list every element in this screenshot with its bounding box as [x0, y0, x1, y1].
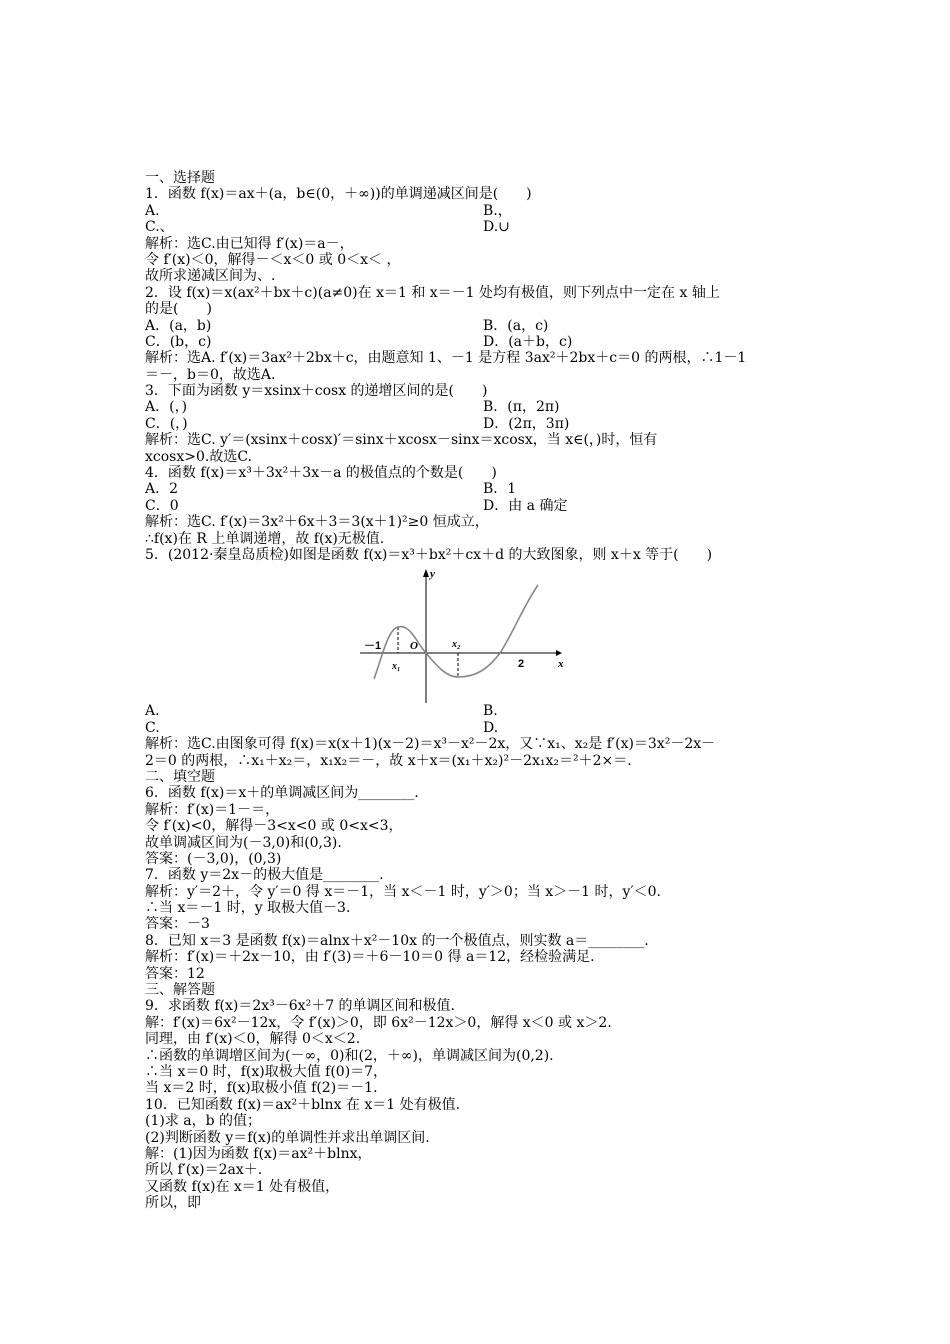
text-block-2	[145, 703, 805, 1211]
document-body	[145, 170, 805, 1211]
text-line: 解：(1)因为函数 f(x)＝ax²＋blnx，	[145, 1145, 372, 1162]
text-line: 令 f′(x)＜0，解得－＜x＜0 或 0＜x＜ ，	[145, 251, 401, 268]
y-axis-arrow	[423, 569, 429, 577]
text-line: 一、选择题	[145, 170, 215, 186]
text-line: 4．函数 f(x)＝x³＋3x²＋3x－a 的极值点的个数是( )	[145, 465, 497, 482]
label-two: 2	[518, 658, 525, 671]
option-right: D．(2π，3π)	[483, 415, 570, 432]
text-line: ∴f(x)在 R 上单调递增，故 f(x)无极值.	[145, 530, 385, 547]
option-left: C.、	[145, 219, 174, 236]
text-line: 答案：12	[145, 965, 205, 982]
text-line: 解析：f′(x)＝＋2x－10，由 f′(3)＝＋6－10＝0 得 a＝12，经检验满足.	[145, 949, 595, 966]
text-line: 9．求函数 f(x)＝2x³－6x²＋7 的单调区间和极值.	[145, 998, 455, 1015]
label-y: y	[430, 568, 435, 581]
option-right: D．由 a 确定	[483, 497, 568, 514]
text-line: 令 f′(x)<0，解得－3<x<0 或 0<x<3，	[145, 818, 403, 835]
cubic-function-figure	[145, 565, 805, 703]
option-row	[145, 334, 805, 350]
option-right: B.，	[483, 202, 512, 219]
text-line: 1．函数 f(x)＝ax＋(a，b∈(0，＋∞))的单调递减区间是( )	[145, 186, 532, 203]
text-line: ＝－，b＝0，故选A.	[145, 366, 276, 383]
option-right: D.∪	[483, 219, 510, 236]
option-row	[145, 498, 805, 514]
option-right: D.	[483, 719, 499, 736]
label-x: x	[558, 658, 564, 671]
option-left: A．(a，b)	[145, 317, 212, 334]
text-line: (2)判断函数 y＝f(x)的单调性并求出单调区间.	[145, 1129, 430, 1146]
text-line: 的是( )	[145, 301, 212, 318]
text-block-1	[145, 170, 805, 563]
text-line: 2＝0 的两根，∴x₁＋x₂＝，x₁x₂＝－，故 x＋x＝(x₁＋x₂)²－2x₁x₂＝²＋2×＝.	[145, 752, 632, 769]
option-right: B.	[483, 703, 498, 720]
text-line: 6．函数 f(x)＝x＋的单调减区间为________.	[145, 785, 419, 802]
text-line: 解析：选C.由图象可得 f(x)＝x(x＋1)(x－2)＝x³－x²－2x，又∵x₁、x₂是 f′(x)＝3x²－2x－	[145, 736, 716, 753]
label-x2: x₂	[452, 639, 461, 651]
text-line: 解：f′(x)＝6x²－12x，令 f′(x)＞0，即 6x²－12x＞0，解得 x＜0 或 x＞2.	[145, 1014, 612, 1031]
text-line: 当 x＝2 时，f(x)取极小值 f(2)＝－1.	[145, 1080, 378, 1097]
text-line: 同理，由 f′(x)＜0，解得 0＜x＜2.	[145, 1031, 361, 1048]
option-row	[145, 203, 805, 219]
text-line: xcosx>0.故选C.	[145, 448, 252, 465]
text-line: 又函数 f(x)在 x＝1 处有极值，	[145, 1178, 340, 1195]
option-left: A.	[145, 202, 160, 219]
text-line: ∴当 x＝0 时，f(x)取极大值 f(0)＝7，	[145, 1063, 388, 1080]
function-graph	[360, 565, 570, 703]
text-line: 3．下面为函数 y＝xsinx＋cosx 的递增区间的是( )	[145, 383, 488, 400]
text-line: 答案：－3	[145, 916, 210, 933]
option-left: A．2	[145, 481, 179, 498]
option-left: C．0	[145, 497, 179, 514]
text-line: 2．设 f(x)＝x(ax²＋bx＋c)(a≠0)在 x＝1 和 x＝－1 处均有极值，则下列点中一定在 x 轴上	[145, 284, 720, 301]
option-row	[145, 318, 805, 334]
text-line: ∴函数的单调增区间为(－∞，0)和(2，＋∞)，单调减区间为(0,2).	[145, 1047, 554, 1064]
text-line: 解析：选C. f′(x)＝3x²＋6x＋3＝3(x＋1)²≥0 恒成立，	[145, 514, 489, 531]
option-right: B．1	[483, 481, 517, 498]
option-right: B．(π，2π)	[483, 399, 560, 416]
text-line: 所以，即	[145, 1195, 201, 1212]
option-left: C．(b，c)	[145, 333, 212, 350]
text-line: 答案：(－3,0)，(0,3)	[145, 850, 282, 867]
text-line: 二、填空题	[145, 768, 215, 785]
option-right: D．(a＋b，c)	[483, 333, 573, 350]
option-left: A.	[145, 703, 160, 720]
text-line: 解析：选A. f′(x)＝3ax²＋2bx＋c，由题意知 1、－1 是方程 3ax²＋2bx＋c＝0 的两根，∴1－1	[145, 350, 747, 367]
text-line: (1)求 a，b 的值；	[145, 1113, 262, 1130]
option-row	[145, 399, 805, 415]
text-line: 5．(2012·秦皇岛质检)如图是函数 f(x)＝x³＋bx²＋cx＋d 的大致图象，则 x＋x 等于( )	[145, 546, 713, 563]
text-line: 10．已知函数 f(x)＝ax²＋blnx 在 x＝1 处有极值.	[145, 1096, 461, 1113]
option-row	[145, 481, 805, 497]
x-axis-arrow	[556, 650, 562, 656]
label-x1: x₁	[392, 661, 401, 673]
text-line: 8．已知 x＝3 是函数 f(x)＝alnx＋x²－10x 的一个极值点，则实数 a＝________.	[145, 932, 649, 949]
option-row	[145, 703, 805, 719]
option-left: A．(，)	[145, 399, 188, 416]
text-line: 7．函数 y＝2x－的极大值是________.	[145, 867, 384, 884]
label-origin: O	[410, 640, 418, 653]
text-line: ∴当 x＝－1 时，y 取极大值－3.	[145, 900, 351, 917]
text-line: 解析：f′(x)＝1－＝，	[145, 801, 280, 818]
option-right: B．(a，c)	[483, 317, 549, 334]
option-row	[145, 219, 805, 235]
text-line: 解析：y′＝2＋，令 y′＝0 得 x＝－1，当 x＜－1 时，y′＞0；当 x＞－1 时，y′＜0.	[145, 883, 661, 900]
label-neg-one: －1	[364, 640, 382, 653]
option-left: C.	[145, 719, 160, 736]
text-line: 解析：选C. y′＝(xsinx＋cosx)′＝sinx＋xcosx－sinx＝xcosx，当 x∈(，)时，恒有	[145, 432, 658, 449]
text-line: 故所求递减区间为、.	[145, 268, 276, 285]
option-left: C．(，)	[145, 415, 188, 432]
text-line: 所以 f′(x)＝2ax＋.	[145, 1162, 263, 1179]
text-line: 三、解答题	[145, 982, 215, 999]
text-line: 故单调减区间为(－3,0)和(0,3).	[145, 834, 342, 851]
option-row	[145, 416, 805, 432]
text-line: 解析：选C.由已知得 f′(x)＝a－，	[145, 235, 354, 252]
option-row	[145, 720, 805, 736]
